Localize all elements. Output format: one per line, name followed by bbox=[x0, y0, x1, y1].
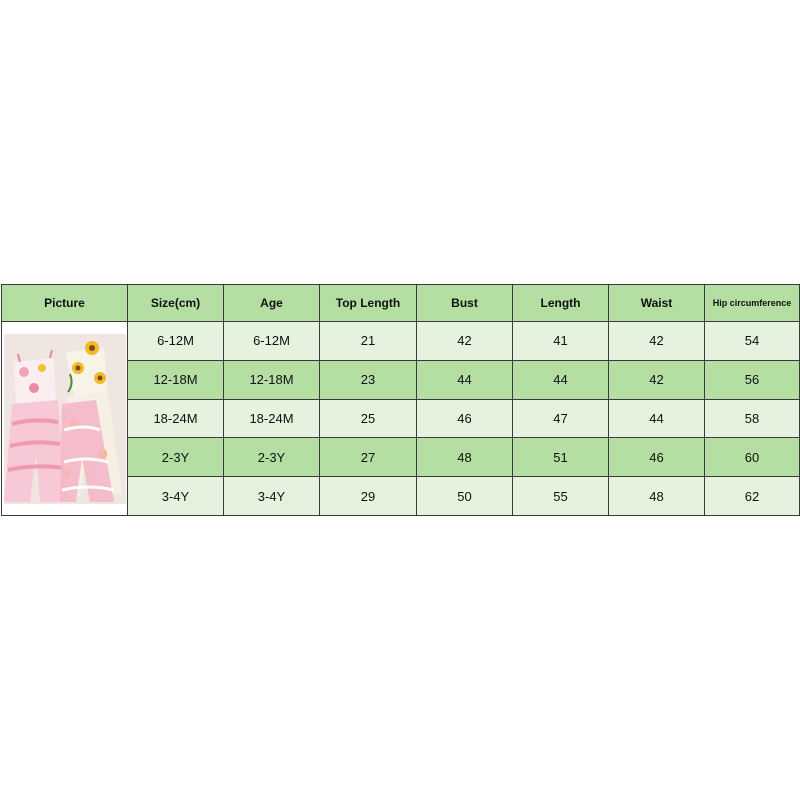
header-picture: Picture bbox=[2, 285, 128, 322]
product-photo-cell bbox=[2, 322, 128, 516]
cell-length: 47 bbox=[513, 399, 609, 438]
outfit-illustration bbox=[4, 334, 126, 504]
cell-top-length: 21 bbox=[320, 322, 417, 361]
cell-age: 18-24M bbox=[224, 399, 320, 438]
cell-hip: 60 bbox=[705, 438, 800, 477]
cell-top-length: 27 bbox=[320, 438, 417, 477]
header-hip-circumference: Hip circumference bbox=[705, 285, 800, 322]
cell-waist: 42 bbox=[609, 360, 705, 399]
size-chart-table bbox=[1, 284, 800, 516]
header-age: Age bbox=[224, 285, 320, 322]
cell-bust: 50 bbox=[417, 477, 513, 516]
cell-waist: 48 bbox=[609, 477, 705, 516]
header-row bbox=[2, 285, 800, 322]
cell-hip: 56 bbox=[705, 360, 800, 399]
cell-waist: 42 bbox=[609, 322, 705, 361]
cell-hip: 54 bbox=[705, 322, 800, 361]
cell-age: 6-12M bbox=[224, 322, 320, 361]
header-bust: Bust bbox=[417, 285, 513, 322]
cell-size: 6-12M bbox=[128, 322, 224, 361]
cell-length: 41 bbox=[513, 322, 609, 361]
cell-age: 3-4Y bbox=[224, 477, 320, 516]
cell-bust: 42 bbox=[417, 322, 513, 361]
cell-hip: 58 bbox=[705, 399, 800, 438]
cell-age: 2-3Y bbox=[224, 438, 320, 477]
cell-size: 18-24M bbox=[128, 399, 224, 438]
product-photo bbox=[4, 334, 126, 504]
header-waist: Waist bbox=[609, 285, 705, 322]
cell-top-length: 25 bbox=[320, 399, 417, 438]
cell-hip: 62 bbox=[705, 477, 800, 516]
table-row bbox=[2, 322, 800, 361]
cell-waist: 46 bbox=[609, 438, 705, 477]
cell-age: 12-18M bbox=[224, 360, 320, 399]
cell-bust: 48 bbox=[417, 438, 513, 477]
header-size: Size(cm) bbox=[128, 285, 224, 322]
cell-size: 12-18M bbox=[128, 360, 224, 399]
cell-length: 55 bbox=[513, 477, 609, 516]
cell-size: 3-4Y bbox=[128, 477, 224, 516]
cell-bust: 46 bbox=[417, 399, 513, 438]
header-top-length: Top Length bbox=[320, 285, 417, 322]
cell-top-length: 29 bbox=[320, 477, 417, 516]
cell-bust: 44 bbox=[417, 360, 513, 399]
cell-length: 51 bbox=[513, 438, 609, 477]
cell-top-length: 23 bbox=[320, 360, 417, 399]
cell-length: 44 bbox=[513, 360, 609, 399]
header-length: Length bbox=[513, 285, 609, 322]
cell-size: 2-3Y bbox=[128, 438, 224, 477]
cell-waist: 44 bbox=[609, 399, 705, 438]
